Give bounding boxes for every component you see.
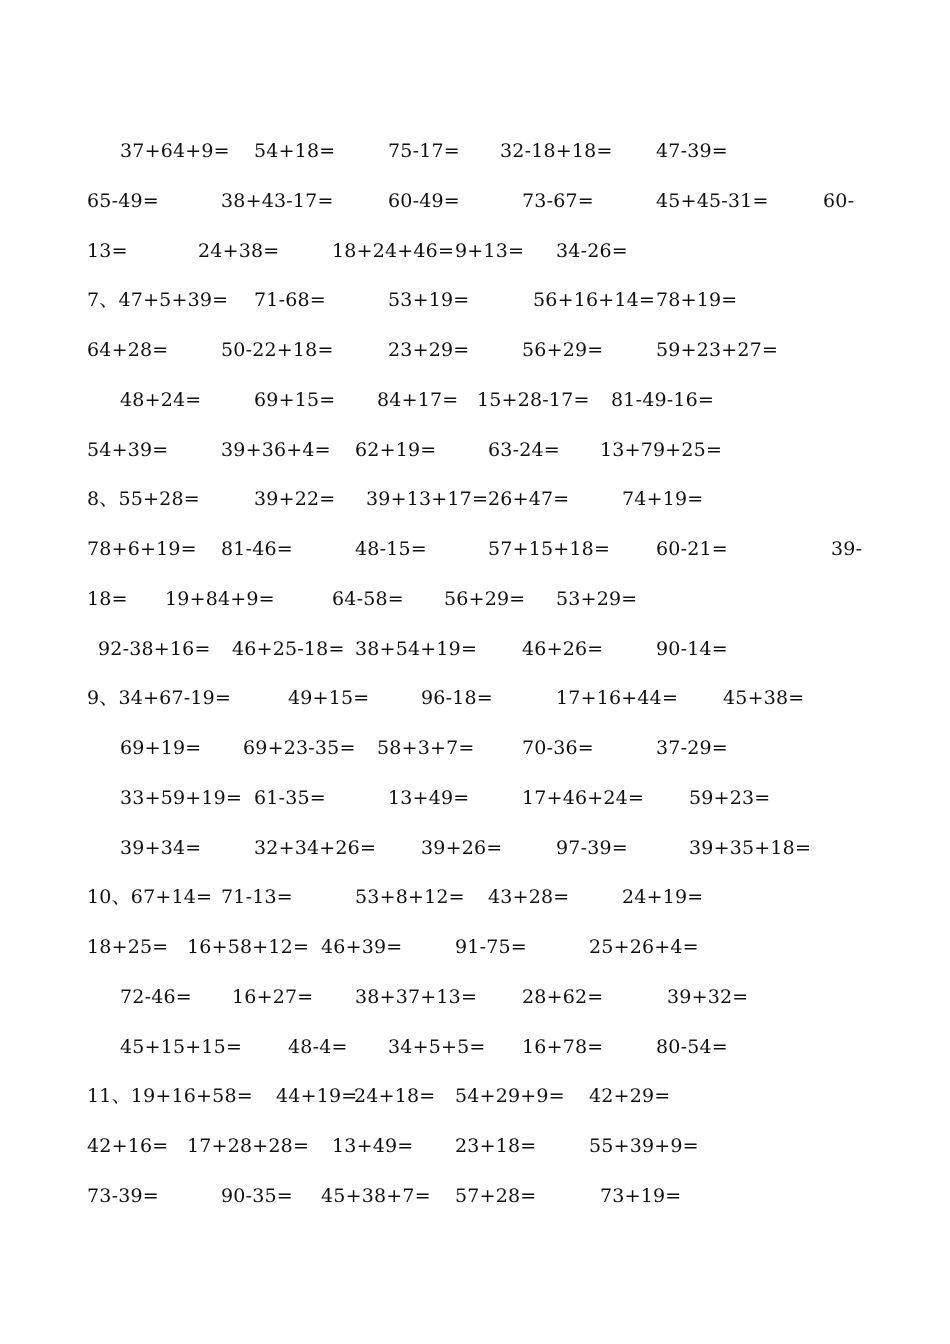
math-problem: 16+27= — [232, 986, 314, 1008]
math-problem: 34+5+5= — [388, 1036, 486, 1058]
problem-row — [0, 484, 950, 514]
math-problem: 46+26= — [522, 638, 604, 660]
math-problem: 45+38= — [723, 687, 805, 709]
math-problem: 11、19+16+58= — [87, 1085, 253, 1107]
problem-row — [0, 285, 950, 315]
math-problem: 24+38= — [198, 240, 280, 262]
problem-row — [0, 833, 950, 863]
math-problem: 38+37+13= — [355, 986, 478, 1008]
math-problem: 15+28-17= — [477, 389, 590, 411]
problem-row — [0, 683, 950, 713]
math-problem: 34-26= — [556, 240, 628, 262]
math-problem: 78+19= — [656, 289, 738, 311]
math-problem: 39+22= — [254, 488, 336, 510]
math-problem: 25+26+4= — [589, 936, 699, 958]
math-problem: 84+17= — [377, 389, 459, 411]
math-problem: 59+23+27= — [656, 339, 779, 361]
math-problem: 54+39= — [87, 439, 169, 461]
math-problem: 18+25= — [87, 936, 169, 958]
problem-row — [0, 783, 950, 813]
problem-row — [0, 335, 950, 365]
math-problem: 60-21= — [656, 538, 728, 560]
math-problem: 46+39= — [321, 936, 403, 958]
math-problem: 24+18= — [354, 1085, 436, 1107]
math-problem: 60- — [823, 190, 855, 212]
problem-row — [0, 584, 950, 614]
math-problem: 45+15+15= — [120, 1036, 243, 1058]
math-problem: 61-35= — [254, 787, 326, 809]
math-problem: 9、34+67-19= — [87, 687, 232, 709]
math-problem: 69+15= — [254, 389, 336, 411]
problem-row — [0, 1131, 950, 1161]
math-problem: 91-75= — [455, 936, 527, 958]
math-problem: 63-24= — [488, 439, 560, 461]
math-problem: 42+16= — [87, 1135, 169, 1157]
math-problem: 37-29= — [656, 737, 728, 759]
math-problem: 53+29= — [556, 588, 638, 610]
math-problem: 18+24+46= — [332, 240, 455, 262]
math-problem: 13= — [87, 240, 128, 262]
math-problem: 39+35+18= — [689, 837, 812, 859]
math-problem: 39+13+17= — [366, 488, 489, 510]
math-problem: 90-35= — [221, 1185, 293, 1207]
math-problem: 55+39+9= — [589, 1135, 699, 1157]
problem-row — [0, 932, 950, 962]
problem-row — [0, 733, 950, 763]
math-problem: 75-17= — [388, 140, 460, 162]
math-problem: 48-4= — [288, 1036, 348, 1058]
math-problem: 7、47+5+39= — [87, 289, 229, 311]
math-problem: 45+45-31= — [656, 190, 769, 212]
math-problem: 38+54+19= — [355, 638, 478, 660]
math-problem: 73+19= — [600, 1185, 682, 1207]
math-problem: 54+29+9= — [455, 1085, 565, 1107]
math-problem: 23+18= — [455, 1135, 537, 1157]
math-problem: 92-38+16= — [98, 638, 211, 660]
math-problem: 43+28= — [488, 886, 570, 908]
problem-row — [0, 1181, 950, 1211]
math-problem: 74+19= — [622, 488, 704, 510]
math-problem: 59+23= — [689, 787, 771, 809]
math-problem: 17+28+28= — [187, 1135, 310, 1157]
math-problem: 42+29= — [589, 1085, 671, 1107]
math-problem: 64+28= — [87, 339, 169, 361]
math-problem: 48-15= — [355, 538, 427, 560]
math-problem: 62+19= — [355, 439, 437, 461]
problem-row — [0, 1081, 950, 1111]
problem-row — [0, 236, 950, 266]
math-problem: 16+58+12= — [187, 936, 310, 958]
math-problem: 13+49= — [332, 1135, 414, 1157]
problem-row — [0, 534, 950, 564]
math-problem: 97-39= — [556, 837, 628, 859]
math-problem: 46+25-18= — [232, 638, 345, 660]
math-problem: 65-49= — [87, 190, 159, 212]
math-problem: 8、55+28= — [87, 488, 200, 510]
math-problem: 69+23-35= — [243, 737, 356, 759]
math-problem: 90-14= — [656, 638, 728, 660]
math-problem: 9+13= — [455, 240, 525, 262]
math-problem: 64-58= — [332, 588, 404, 610]
math-problem: 32+34+26= — [254, 837, 377, 859]
math-problem: 45+38+7= — [321, 1185, 431, 1207]
math-problem: 72-46= — [120, 986, 192, 1008]
math-problem: 53+8+12= — [355, 886, 465, 908]
math-problem: 13+49= — [388, 787, 470, 809]
math-problem: 33+59+19= — [120, 787, 243, 809]
math-problem: 49+15= — [288, 687, 370, 709]
problem-row — [0, 435, 950, 465]
math-problem: 48+24= — [120, 389, 202, 411]
math-problem: 19+84+9= — [165, 588, 275, 610]
math-problem: 24+19= — [622, 886, 704, 908]
math-problem: 56+16+14= — [533, 289, 656, 311]
math-problem: 28+62= — [522, 986, 604, 1008]
math-problem: 80-54= — [656, 1036, 728, 1058]
math-problem: 50-22+18= — [221, 339, 334, 361]
problem-row — [0, 882, 950, 912]
problem-row — [0, 136, 950, 166]
problem-row — [0, 982, 950, 1012]
math-problem: 54+18= — [254, 140, 336, 162]
math-problem: 39+32= — [667, 986, 749, 1008]
math-problem: 56+29= — [444, 588, 526, 610]
math-problem: 57+15+18= — [488, 538, 611, 560]
math-problem: 16+78= — [522, 1036, 604, 1058]
math-problem: 58+3+7= — [377, 737, 475, 759]
math-problem: 17+16+44= — [556, 687, 679, 709]
math-problem: 32-18+18= — [500, 140, 613, 162]
math-problem: 38+43-17= — [221, 190, 334, 212]
math-problem: 39- — [831, 538, 863, 560]
math-problem: 18= — [87, 588, 128, 610]
math-problem: 26+47= — [488, 488, 570, 510]
math-problem: 10、67+14= — [87, 886, 213, 908]
math-problem: 73-39= — [87, 1185, 159, 1207]
math-problem: 71-68= — [254, 289, 326, 311]
math-problem: 96-18= — [421, 687, 493, 709]
math-problem: 56+29= — [522, 339, 604, 361]
math-problem: 71-13= — [221, 886, 293, 908]
problem-row — [0, 1032, 950, 1062]
math-problem: 44+19= — [276, 1085, 358, 1107]
math-problem: 39+36+4= — [221, 439, 331, 461]
math-problem: 53+19= — [388, 289, 470, 311]
math-problem: 17+46+24= — [522, 787, 645, 809]
problem-row — [0, 634, 950, 664]
problem-row — [0, 186, 950, 216]
math-problem: 70-36= — [522, 737, 594, 759]
math-problem: 47-39= — [656, 140, 728, 162]
math-problem: 39+26= — [421, 837, 503, 859]
math-problem: 73-67= — [522, 190, 594, 212]
math-problem: 57+28= — [455, 1185, 537, 1207]
math-problem: 23+29= — [388, 339, 470, 361]
math-problem: 60-49= — [388, 190, 460, 212]
math-problem: 81-46= — [221, 538, 293, 560]
math-problem: 78+6+19= — [87, 538, 197, 560]
math-problem: 69+19= — [120, 737, 202, 759]
math-problem: 37+64+9= — [120, 140, 230, 162]
math-problem: 13+79+25= — [600, 439, 723, 461]
math-problem: 81-49-16= — [611, 389, 715, 411]
problem-row — [0, 385, 950, 415]
math-problem: 39+34= — [120, 837, 202, 859]
